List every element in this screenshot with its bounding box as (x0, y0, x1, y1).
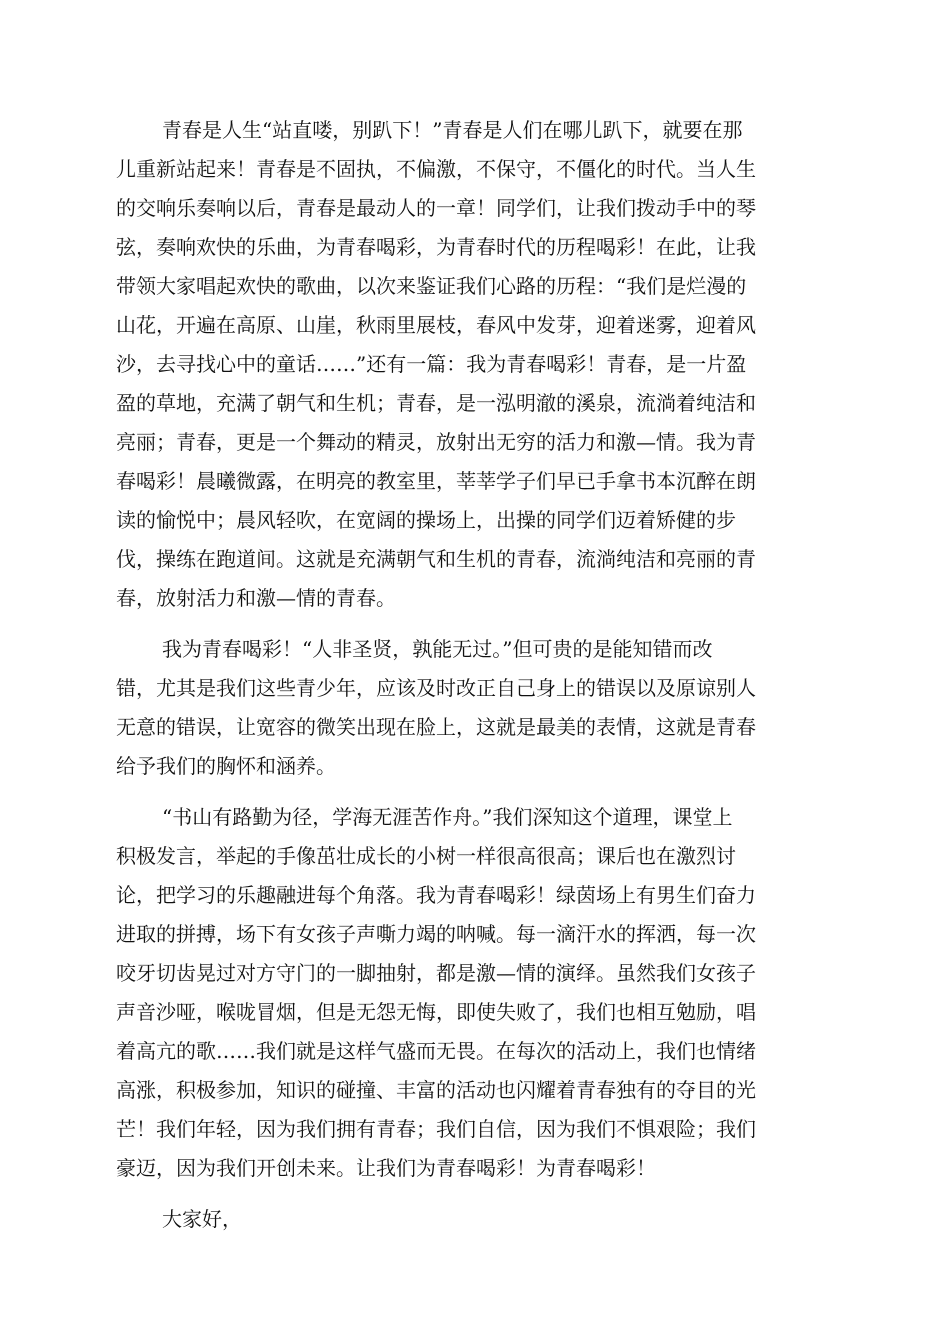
paragraph-3-line-7: 着高亢的歌……我们就是这样气盛而无畏。在每次的活动上，我们也情绪 (116, 1039, 756, 1063)
paragraph-3-line-1: “书山有路勤为径，学海无涯苦作舟。”我们深知这个道理，课堂上 (162, 805, 733, 829)
paragraph-2-line-1: 我为青春喝彩！“人非圣贤，孰能无过。”但可贵的是能知错而改 (162, 637, 713, 661)
paragraph-1-line-4: 弦，奏响欢快的乐曲，为青春喝彩，为青春时代的历程喝彩！在此，让我 (116, 235, 756, 259)
paragraph-3-line-9: 芒！我们年轻，因为我们拥有青春；我们自信，因为我们不惧艰险；我们 (116, 1117, 756, 1141)
paragraph-3-line-3: 论，把学习的乐趣融进每个角落。我为青春喝彩！绿茵场上有男生们奋力 (116, 883, 756, 907)
paragraph-1-line-2: 儿重新站起来！青春是不固执，不偏激，不保守，不僵化的时代。当人生 (116, 157, 756, 181)
paragraph-1-line-3: 的交响乐奏响以后，青春是最动人的一章！同学们，让我们拨动手中的琴 (116, 196, 756, 220)
paragraph-3-line-8: 高涨，积极参加，知识的碰撞、丰富的活动也闪耀着青春独有的夺目的光 (116, 1078, 756, 1102)
paragraph-1-line-1: 青春是人生“站直喽，别趴下！”青春是人们在哪儿趴下，就要在那 (162, 118, 743, 142)
paragraph-1-line-7: 沙，去寻找心中的童话……”还有一篇：我为青春喝彩！青春，是一片盈 (116, 352, 747, 376)
paragraph-2-line-3: 无意的错误，让宽容的微笑出现在脸上，这就是最美的表情，这就是青春 (116, 715, 756, 739)
paragraph-1-line-8: 盈的草地，充满了朝气和生机；青春，是一泓明澈的溪泉，流淌着纯洁和 (116, 391, 756, 415)
paragraph-1-line-9: 亮丽；青春，更是一个舞动的精灵，放射出无穷的活力和激—情。我为青 (116, 430, 756, 454)
paragraph-3-line-6: 声音沙哑，喉咙冒烟，但是无怨无悔，即使失败了，我们也相互勉励，唱 (116, 1000, 756, 1024)
paragraph-3-line-2: 积极发言，举起的手像茁壮成长的小树一样很高很高；课后也在激烈讨 (116, 844, 736, 868)
paragraph-1-line-13: 春，放射活力和激—情的青春。 (116, 586, 396, 610)
paragraph-2-line-2: 错，尤其是我们这些青少年，应该及时改正自己身上的错误以及原谅别人 (116, 676, 756, 700)
paragraph-1-line-11: 读的愉悦中；晨风轻吹，在宽阔的操场上，出操的同学们迈着矫健的步 (116, 508, 736, 532)
paragraph-3-line-4: 进取的拼搏，场下有女孩子声嘶力竭的呐喊。每一滴汗水的挥洒，每一次 (116, 922, 756, 946)
paragraph-1-line-5: 带领大家唱起欢快的歌曲，以次来鉴证我们心路的历程：“我们是烂漫的 (116, 274, 747, 298)
paragraph-1-line-12: 伐，操练在跑道间。这就是充满朝气和生机的青春，流淌纯洁和亮丽的青 (116, 547, 756, 571)
paragraph-4-line-1: 大家好， (162, 1207, 242, 1231)
paragraph-2-line-4: 给予我们的胸怀和涵养。 (116, 754, 336, 778)
paragraph-3-line-5: 咬牙切齿晃过对方守门的一脚抽射，都是激—情的演绎。虽然我们女孩子 (116, 961, 756, 985)
paragraph-1-line-6: 山花，开遍在高原、山崖，秋雨里展枝，春风中发芽，迎着迷雾，迎着风 (116, 313, 756, 337)
paragraph-1-line-10: 春喝彩！晨曦微露，在明亮的教室里，莘莘学子们早已手拿书本沉醉在朗 (116, 469, 756, 493)
paragraph-3-line-10: 豪迈，因为我们开创未来。让我们为青春喝彩！为青春喝彩！ (116, 1156, 656, 1180)
